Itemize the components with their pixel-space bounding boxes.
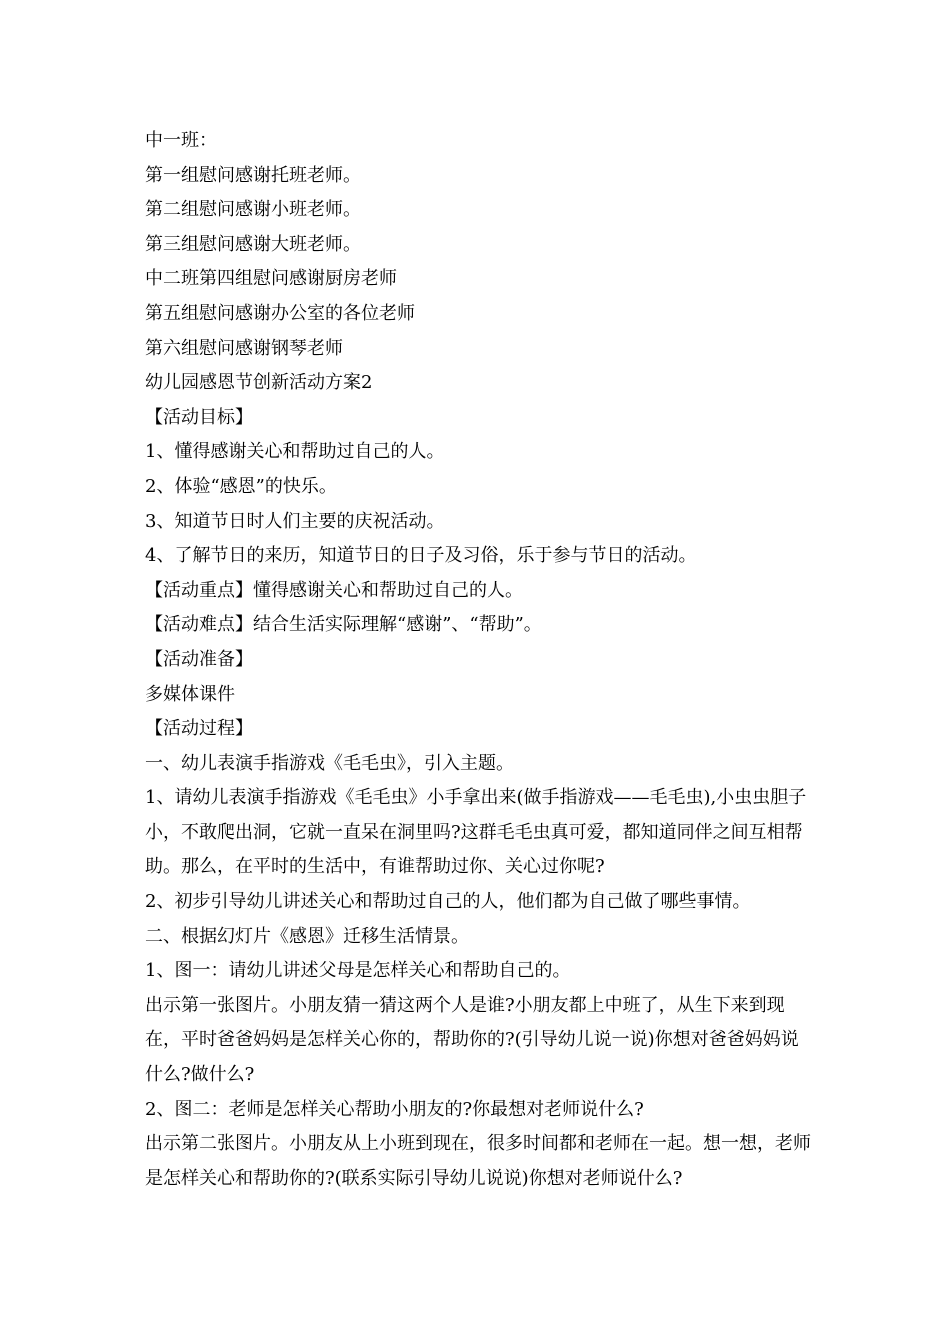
section-title: 幼儿园感恩节创新活动方案2 [145,372,373,394]
text-line: 一、幼儿表演手指游戏《毛毛虫》，引入主题。 [145,752,514,774]
text-line: 第二组慰问感谢小班老师。 [145,199,361,221]
paragraph: 1、请幼儿表演手指游戏《毛毛虫》小手拿出来(做手指游戏——毛毛虫),小虫虫胆子小，不敢爬出洞，它就一直呆在洞里吗?这群毛毛虫真可爱，都知道同伴之间互相帮助。那么，在平时的生活中，有谁帮助过你、关心过你呢? [145,787,807,878]
text-line: 4、了解节日的来历，知道节日的日子及习俗，乐于参与节日的活动。 [145,545,697,567]
heading-process: 【活动过程】 [145,718,253,740]
text-line: 二、根据幻灯片《感恩》迁移生活情景。 [145,925,469,947]
text-line: 第六组慰问感谢钢琴老师 [145,337,343,359]
text-line: 中二班第四组慰问感谢厨房老师 [145,268,397,290]
text-line: 第三组慰问感谢大班老师。 [145,233,361,255]
text-line: 2、体验“感恩”的快乐。 [145,475,337,497]
heading-goals: 【活动目标】 [145,406,253,428]
text-line: 2、初步引导幼儿讲述关心和帮助过自己的人，他们都为自己做了哪些事情。 [145,891,751,913]
document-page [145,124,815,1196]
text-line: 【活动难点】结合生活实际理解“感谢”、“帮助”。 [145,614,542,636]
text-line: 【活动重点】懂得感谢关心和帮助过自己的人。 [145,579,523,601]
text-line: 中一班： [145,130,217,151]
text-line: 2、图二：老师是怎样关心帮助小朋友的?你最想对老师说什么? [145,1098,644,1120]
text-line: 1、图一：请幼儿讲述父母是怎样关心和帮助自己的。 [145,960,571,982]
text-line: 第一组慰问感谢托班老师。 [145,164,361,186]
heading-preparation: 【活动准备】 [145,648,253,670]
text-line: 多媒体课件 [145,683,235,705]
text-line: 第五组慰问感谢办公室的各位老师 [145,302,415,324]
text-line: 1、懂得感谢关心和帮助过自己的人。 [145,441,445,463]
paragraph: 出示第一张图片。小朋友猜一猜这两个人是谁?小朋友都上中班了，从生下来到现在，平时爸爸妈妈是怎样关心你的，帮助你的?(引导幼儿说一说)你想对爸爸妈妈说什么?做什么? [145,994,799,1086]
paragraph: 出示第二张图片。小朋友从上小班到现在，很多时间都和老师在一起。想一想，老师是怎样关心和帮助你的?(联系实际引导幼儿说说)你想对老师说什么? [145,1133,811,1189]
text-line: 3、知道节日时人们主要的庆祝活动。 [145,510,445,532]
